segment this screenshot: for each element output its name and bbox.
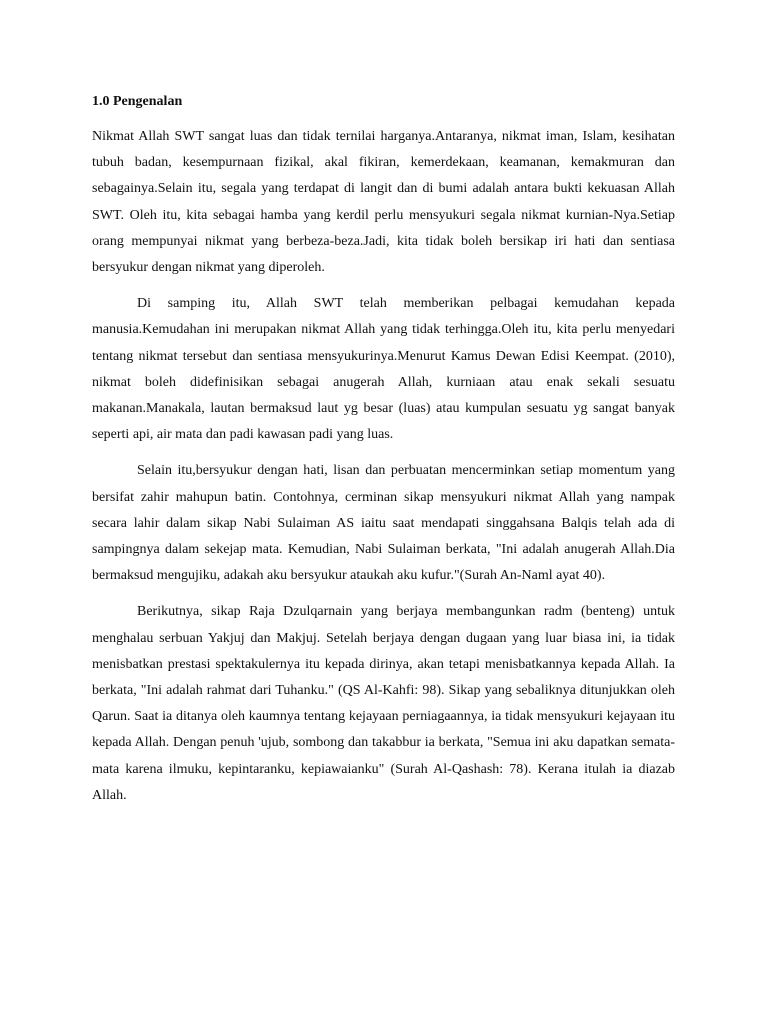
- document-page: [92, 92, 675, 819]
- paragraph-2: Di samping itu, Allah SWT telah memberikan pelbagai kemudahan kepada manusia.Kemudahan ini merupakan nikmat Allah yang tidak terhingga.Oleh itu, kita perlu menyedari tentang nikmat tersebut dan sentiasa mensyukurinya.Menurut Kamus Dewan Edisi Keempat. (2010), nikmat boleh didefinisikan sebagai anugerah Allah, kurniaan atau enak sekali sesuatu makanan.Manakala, lautan bermaksud laut yg besar (luas) atau kumpulan sesuatu yg sangat banyak seperti api, air mata dan padi kawasan padi yang luas.: [92, 296, 675, 443]
- paragraph-4: Berikutnya, sikap Raja Dzulqarnain yang berjaya membangunkan radm (benteng) untuk menghalau serbuan Yakjuj dan Makjuj. Setelah berjaya dengan dugaan yang luar biasa ini, ia tidak menisbatkan prestasi spektakulernya itu kepada dirinya, akan tetapi menisbatkannya kepada Allah. Ia berkata, "Ini adalah rahmat dari Tuhanku." (QS Al-Kahfi: 98). Sikap yang sebaliknya ditunjukkan oleh Qarun. Saat ia ditanya oleh kaumnya tentang kejayaan perniagaannya, ia tidak mensyukuri kejayaan itu kepada Allah. Dengan penuh 'ujub, sombong dan takabbur ia berkata, "Semua ini aku dapatkan semata-mata karena ilmuku, kepintaranku, kepiawaianku" (Surah Al-Qashash: 78). Kerana itulah ia diazab Allah.: [92, 604, 675, 803]
- paragraph-3: Selain itu,bersyukur dengan hati, lisan dan perbuatan mencerminkan setiap momentum yang bersifat zahir mahupun batin. Contohnya, cerminan sikap mensyukuri nikmat Allah yang nampak secara lahir dalam sikap Nabi Sulaiman AS iaitu saat mendapati singgahsana Balqis telah ada di sampingnya dalam sekejap mata. Kemudian, Nabi Sulaiman berkata, "Ini adalah anugerah Allah.Dia bermaksud mengujiku, adakah aku bersyukur ataukah aku kufur."(Surah An-Naml ayat 40).: [92, 463, 675, 584]
- section-heading: 1.0 Pengenalan: [92, 94, 183, 109]
- paragraph-1: Nikmat Allah SWT sangat luas dan tidak ternilai harganya.Antaranya, nikmat iman, Islam, kesihatan tubuh badan, kesempurnaan fizikal, akal fikiran, kemerdekaan, keamanan, kemakmuran dan sebagainya.Selain itu, segala yang terdapat di langit dan di bumi adalah antara bukti kekuasan Allah SWT. Oleh itu, kita sebagai hamba yang kerdil perlu mensyukuri segala nikmat kurnian-Nya.Setiap orang mempunyai nikmat yang berbeza-beza.Jadi, kita tidak boleh bersikap iri hati dan sentiasa bersyukur dengan nikmat yang diperoleh.: [92, 129, 675, 276]
